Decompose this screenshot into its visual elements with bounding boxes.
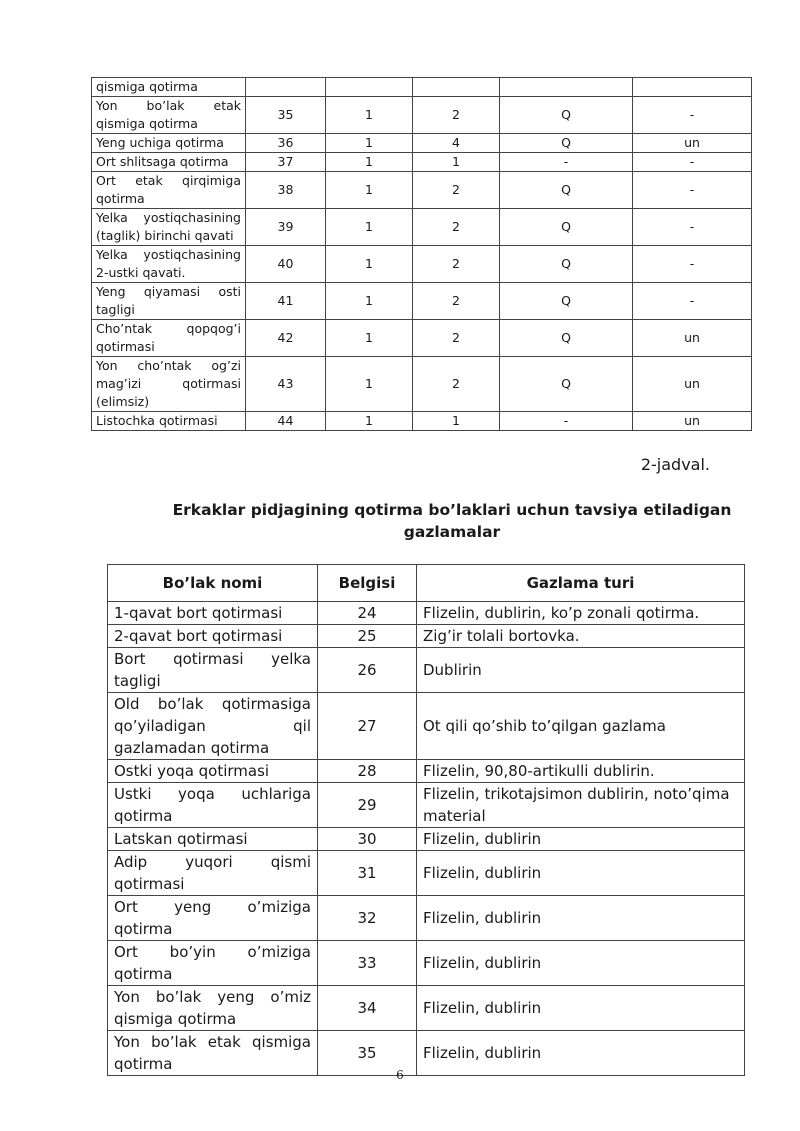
number-cell: 36 (246, 134, 326, 153)
column-header-fabric-type: Gazlama turi (417, 565, 745, 602)
value-cell: - (633, 153, 752, 172)
number-cell: 44 (246, 412, 326, 431)
table-row (108, 693, 745, 760)
fabric-type-cell: Flizelin, 90,80-artikulli dublirin. (417, 760, 745, 783)
table-row (92, 78, 752, 97)
part-name-cell: Adip yuqori qismi qotirmasi (108, 851, 318, 896)
value-cell: 2 (413, 320, 500, 357)
table-row (108, 986, 745, 1031)
value-cell (633, 78, 752, 97)
value-cell: 2 (413, 97, 500, 134)
number-cell: 39 (246, 209, 326, 246)
value-cell: 1 (413, 153, 500, 172)
value-cell: un (633, 134, 752, 153)
part-name-cell: 2-qavat bort qotirmasi (108, 625, 318, 648)
part-name-cell: Yon cho’ntak og’zi mag’izi qotirmasi (elimsiz) (92, 357, 246, 412)
fabric-type-cell: Flizelin, dublirin (417, 896, 745, 941)
table-row (108, 941, 745, 986)
part-name-cell: Yelka yostiqchasining 2-ustki qavati. (92, 246, 246, 283)
table-caption: 2-jadval. (640, 455, 710, 474)
value-cell: 1 (326, 283, 413, 320)
part-name-cell: Ort bo’yin o’miziga qotirma (108, 941, 318, 986)
code-cell: 32 (318, 896, 417, 941)
number-cell (246, 78, 326, 97)
value-cell: un (633, 412, 752, 431)
parts-table (91, 77, 752, 431)
value-cell: 1 (326, 134, 413, 153)
value-cell: 1 (326, 209, 413, 246)
column-header-part-name: Bo’lak nomi (108, 565, 318, 602)
value-cell: Q (500, 283, 633, 320)
fabric-type-cell: Zig’ir tolali bortovka. (417, 625, 745, 648)
table-row (108, 828, 745, 851)
fabrics-table (107, 564, 745, 1076)
table-row (92, 97, 752, 134)
value-cell: - (500, 412, 633, 431)
table-row (108, 625, 745, 648)
part-name-cell: 1-qavat bort qotirmasi (108, 602, 318, 625)
table-row (92, 283, 752, 320)
value-cell: - (633, 172, 752, 209)
number-cell: 40 (246, 246, 326, 283)
value-cell: Q (500, 320, 633, 357)
value-cell: 1 (326, 172, 413, 209)
part-name-cell: Ort shlitsaga qotirma (92, 153, 246, 172)
value-cell: Q (500, 209, 633, 246)
value-cell: 1 (326, 97, 413, 134)
number-cell: 41 (246, 283, 326, 320)
table-row (92, 412, 752, 431)
part-name-cell: Ostki yoqa qotirmasi (108, 760, 318, 783)
value-cell (326, 78, 413, 97)
code-cell: 26 (318, 648, 417, 693)
value-cell: un (633, 320, 752, 357)
code-cell: 34 (318, 986, 417, 1031)
code-cell: 30 (318, 828, 417, 851)
value-cell: - (633, 209, 752, 246)
part-name-cell: Bort qotirmasi yelka tagligi (108, 648, 318, 693)
number-cell: 42 (246, 320, 326, 357)
value-cell: - (633, 246, 752, 283)
part-name-cell: Latskan qotirmasi (108, 828, 318, 851)
table-header-row (108, 565, 745, 602)
value-cell: - (633, 97, 752, 134)
code-cell: 25 (318, 625, 417, 648)
table-row (108, 648, 745, 693)
part-name-cell: qismiga qotirma (92, 78, 246, 97)
column-header-code: Belgisi (318, 565, 417, 602)
part-name-cell: Ustki yoqa uchlariga qotirma (108, 783, 318, 828)
part-name-cell: Ort yeng o’miziga qotirma (108, 896, 318, 941)
value-cell: 2 (413, 246, 500, 283)
value-cell (413, 78, 500, 97)
table-row (108, 783, 745, 828)
number-cell: 38 (246, 172, 326, 209)
table-row (108, 851, 745, 896)
fabric-type-cell: Ot qili qo’shib to’qilgan gazlama (417, 693, 745, 760)
value-cell: - (500, 153, 633, 172)
part-name-cell: Yon bo’lak etak qismiga qotirma (108, 1031, 318, 1076)
part-name-cell: Yeng uchiga qotirma (92, 134, 246, 153)
fabric-type-cell: Flizelin, dublirin, ko’p zonali qotirma. (417, 602, 745, 625)
number-cell: 35 (246, 97, 326, 134)
code-cell: 24 (318, 602, 417, 625)
number-cell: 37 (246, 153, 326, 172)
code-cell: 28 (318, 760, 417, 783)
value-cell: Q (500, 357, 633, 412)
part-name-cell: Yon bo’lak yeng o’miz qismiga qotirma (108, 986, 318, 1031)
fabric-type-cell: Flizelin, dublirin (417, 986, 745, 1031)
table-row (92, 134, 752, 153)
value-cell: 1 (326, 412, 413, 431)
part-name-cell: Ort etak qirqimiga qotirma (92, 172, 246, 209)
value-cell: 1 (326, 246, 413, 283)
part-name-cell: Cho’ntak qopqog’i qotirmasi (92, 320, 246, 357)
value-cell: 2 (413, 209, 500, 246)
value-cell: Q (500, 134, 633, 153)
table-row (92, 246, 752, 283)
table-row (108, 602, 745, 625)
fabric-type-cell: Flizelin, dublirin (417, 1031, 745, 1076)
code-cell: 35 (318, 1031, 417, 1076)
part-name-cell: Yeng qiyamasi osti tagligi (92, 283, 246, 320)
value-cell: - (633, 283, 752, 320)
table-row (92, 357, 752, 412)
value-cell: 1 (326, 357, 413, 412)
value-cell: Q (500, 172, 633, 209)
table-row (92, 153, 752, 172)
part-name-cell: Listochka qotirmasi (92, 412, 246, 431)
value-cell: 2 (413, 172, 500, 209)
code-cell: 27 (318, 693, 417, 760)
fabric-type-cell: Flizelin, dublirin (417, 851, 745, 896)
table-row (92, 209, 752, 246)
value-cell: 2 (413, 283, 500, 320)
fabric-type-cell: Flizelin, dublirin (417, 941, 745, 986)
number-cell: 43 (246, 357, 326, 412)
value-cell: 1 (326, 320, 413, 357)
value-cell: 4 (413, 134, 500, 153)
table-row (108, 760, 745, 783)
part-name-cell: Yon bo’lak etak qismiga qotirma (92, 97, 246, 134)
table-title: Erkaklar pidjagining qotirma bo’laklari uchun tavsiya etiladigan gazlamalar (172, 501, 732, 541)
part-name-cell: Old bo’lak qotirmasiga qo’yiladigan qil gazlamadan qotirma (108, 693, 318, 760)
fabric-type-cell: Flizelin, trikotajsimon dublirin, noto’qima material (417, 783, 745, 828)
table-row (92, 172, 752, 209)
fabric-type-cell: Dublirin (417, 648, 745, 693)
table-row (108, 896, 745, 941)
part-name-cell: Yelka yostiqchasining (taglik) birinchi qavati (92, 209, 246, 246)
value-cell: 1 (413, 412, 500, 431)
table-row (92, 320, 752, 357)
value-cell: Q (500, 246, 633, 283)
page-number: 6 (396, 1068, 404, 1082)
fabric-type-cell: Flizelin, dublirin (417, 828, 745, 851)
code-cell: 31 (318, 851, 417, 896)
code-cell: 29 (318, 783, 417, 828)
value-cell (500, 78, 633, 97)
value-cell: Q (500, 97, 633, 134)
value-cell: 1 (326, 153, 413, 172)
code-cell: 33 (318, 941, 417, 986)
value-cell: 2 (413, 357, 500, 412)
value-cell: un (633, 357, 752, 412)
